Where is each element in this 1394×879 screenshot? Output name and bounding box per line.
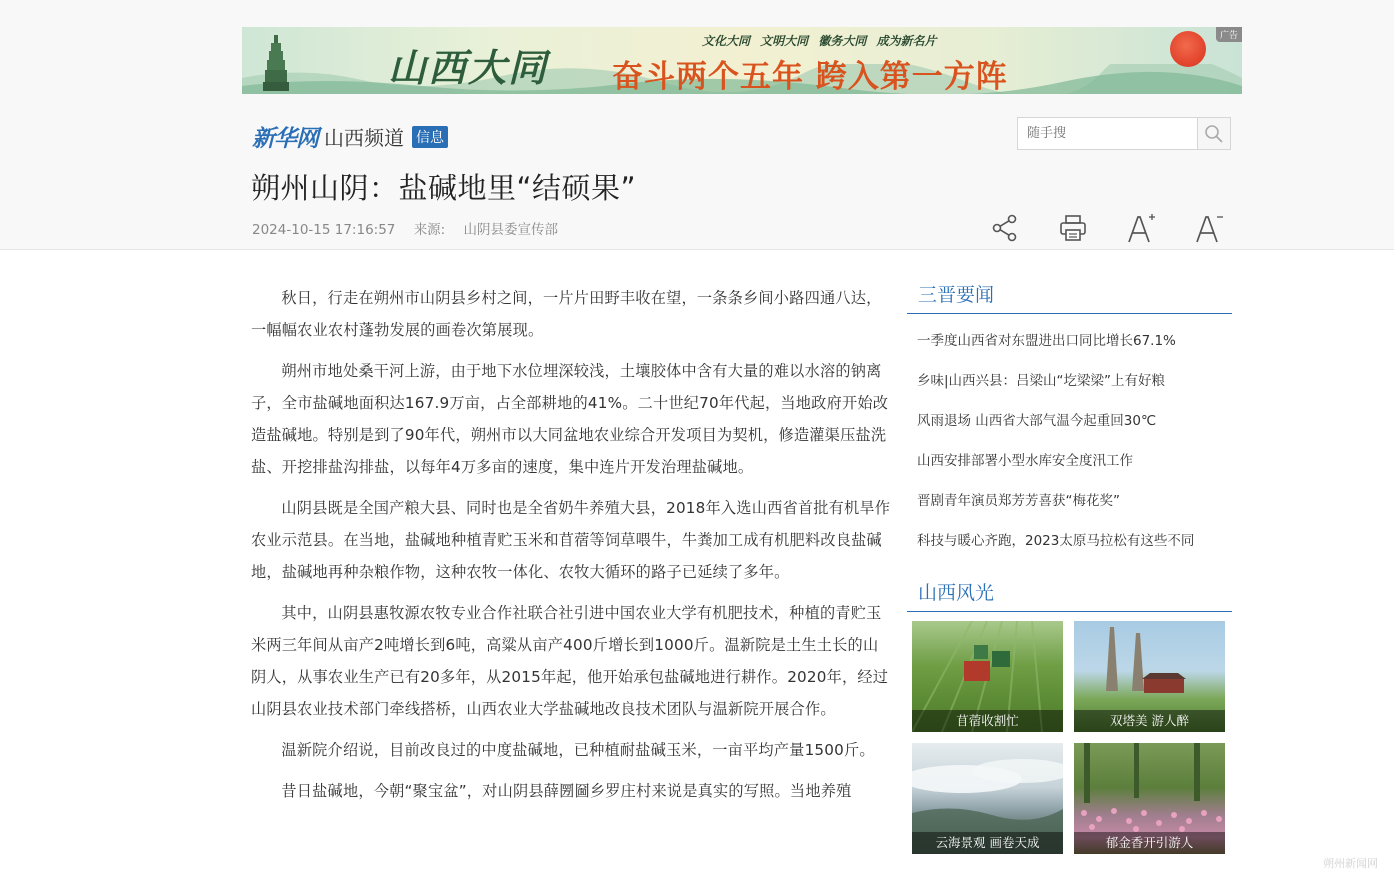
article-paragraph: 温新院介绍说，目前改良过的中度盐碱地，已种植耐盐碱玉米，一亩平均产量1500斤。 bbox=[281, 741, 875, 759]
print-button[interactable] bbox=[1058, 210, 1126, 246]
search-box bbox=[1017, 117, 1231, 150]
article-paragraph: 山阴县既是全国产粮大县、同时也是全省奶牛养殖大县，2018年入选山西省首批有机旱作农业示范县。在当地，盐碱地种植青贮玉米和苜蓿等饲草喂牛，牛粪加工成有机肥料改良盐碱地，盐碱地再种杂粮作物，这种农牧一体化、农牧大循环的路子已延续了多年。 bbox=[251, 499, 891, 581]
photo-caption: 云海景观 画卷天成 bbox=[912, 832, 1063, 854]
article-source: 山阴县委宣传部 bbox=[463, 222, 559, 238]
photo-caption: 苜蓿收割忙 bbox=[912, 710, 1063, 732]
banner-tagline: 奋斗两个五年 跨入第一方阵 bbox=[612, 59, 1008, 94]
scenery-photo[interactable] bbox=[912, 743, 1063, 854]
news-list bbox=[907, 321, 1232, 561]
banner-tagline-small: 文化大同 文明大同 徽务大同 成为新名片 bbox=[702, 34, 937, 48]
watermark: 朔州新闻网 bbox=[1323, 857, 1378, 870]
ad-label: 广告 bbox=[1216, 27, 1242, 42]
search-input[interactable] bbox=[1018, 118, 1197, 149]
news-section-title: 三晋要闻 bbox=[907, 278, 1232, 314]
photo-caption: 郁金香开引游人 bbox=[1074, 832, 1225, 854]
news-item[interactable]: 晋剧青年演员郑芳芳喜获“梅花奖” bbox=[917, 493, 1120, 509]
print-icon bbox=[1058, 213, 1088, 243]
article-body bbox=[251, 282, 893, 816]
news-item[interactable]: 一季度山西省对东盟进出口同比增长67.1% bbox=[917, 333, 1176, 349]
font-decrease-icon bbox=[1194, 211, 1224, 245]
search-icon bbox=[1204, 124, 1224, 144]
sidebar bbox=[907, 278, 1232, 854]
logo-xinhua: 新华网 bbox=[252, 125, 318, 152]
banner-brand: 山西大同 bbox=[388, 45, 549, 90]
font-increase-button[interactable] bbox=[1126, 210, 1194, 246]
news-item[interactable]: 山西安排部署小型水库安全度汛工作 bbox=[917, 453, 1133, 469]
pagoda-graphic bbox=[262, 33, 290, 91]
article-paragraph: 其中，山阴县惠牧源农牧专业合作社联合社引进中国农业大学有机肥技术，种植的青贮玉米两三年间从亩产2吨增长到6吨，高粱从亩产400斤增长到1000斤。温新院是土生土长的山阴人，从事农业生产已有20多年，从2015年起，他开始承包盐碱地进行耕作。2020年，经过山阴县农业技术部门牵线搭桥，山西农业大学盐碱地改良技术团队与温新院开展合作。 bbox=[251, 604, 889, 718]
news-item[interactable]: 乡味|山西兴县：吕梁山“圪梁梁”上有好粮 bbox=[917, 373, 1166, 389]
banner-ad[interactable] bbox=[242, 27, 1242, 94]
channel-tag: 信息 bbox=[412, 126, 448, 148]
source-label: 来源: bbox=[413, 222, 446, 238]
share-button[interactable] bbox=[990, 210, 1058, 246]
share-icon bbox=[990, 213, 1020, 243]
channel-name: 山西频道 bbox=[324, 126, 404, 150]
scenery-photo[interactable] bbox=[1074, 621, 1225, 732]
scenery-grid bbox=[907, 621, 1232, 854]
article-meta bbox=[252, 218, 572, 238]
font-increase-icon bbox=[1126, 211, 1156, 245]
search-button[interactable] bbox=[1197, 118, 1230, 149]
news-item[interactable]: 风雨退场 山西省大部气温今起重回30℃ bbox=[917, 413, 1157, 429]
site-logo[interactable] bbox=[252, 120, 448, 153]
article-paragraph: 朔州市地处桑干河上游，由于地下水位埋深较浅，土壤胶体中含有大量的难以水溶的钠离子，全市盐碱地面积达167.9万亩，占全部耕地的41%。二十世纪70年代起，当地政府开始改造盐碱地。特别是到了90年代，朔州市以大同盆地农业综合开发项目为契机，修造灌渠压盐洗盐、开挖排盐沟排盐，以每年4万多亩的速度，集中连片开发治理盐碱地。 bbox=[251, 362, 889, 476]
scenery-photo[interactable] bbox=[1074, 743, 1225, 854]
photo-caption: 双塔美 游人醉 bbox=[1074, 710, 1225, 732]
article-datetime: 2024-10-15 17:16:57 bbox=[252, 222, 396, 238]
article-paragraph: 秋日，行走在朔州市山阴县乡村之间，一片片田野丰收在望，一条条乡间小路四通八达，一幅幅农业农村蓬勃发展的画卷次第展现。 bbox=[251, 289, 882, 339]
article-title: 朔州山阴：盐碱地里“结硕果” bbox=[251, 171, 637, 205]
font-decrease-button[interactable] bbox=[1194, 210, 1262, 246]
news-item[interactable]: 科技与暖心齐跑，2023太原马拉松有这些不同 bbox=[917, 533, 1195, 549]
article-paragraph: 昔日盐碱地，今朝“聚宝盆”，对山阴县薛圐圙乡罗庄村来说是真实的写照。当地养殖 bbox=[281, 782, 852, 800]
sun-graphic bbox=[1170, 31, 1206, 67]
scenery-section-title: 山西风光 bbox=[907, 576, 1232, 612]
scenery-photo[interactable] bbox=[912, 621, 1063, 732]
article-tools bbox=[990, 210, 1262, 246]
